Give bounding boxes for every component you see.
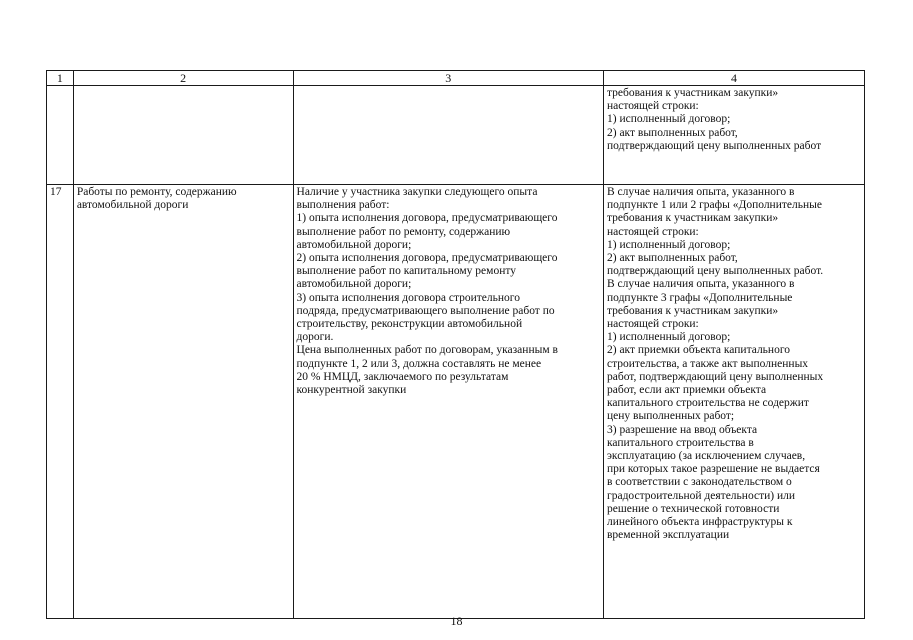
header-cell-4: 4 — [604, 71, 865, 86]
documents-cell — [604, 185, 865, 619]
page-number: 18 — [450, 614, 463, 628]
requirements-cell — [293, 185, 603, 619]
header-row — [47, 71, 865, 86]
continuation-work-type-cell — [73, 86, 293, 185]
continuation-documents-cell — [604, 86, 865, 185]
documents-text: В случае наличия опыта, указанного в подпункте 1 или 2 графы «Дополнительные требования к участникам закупки» настоящей строки: 1) исполненный договор; 2) акт выполненных работ, подтверждающий цену выполненных работ. В случае наличия опыта, указанного в подпункте 3 графы «Дополнительные требования к участникам закупки» настоящей строки: 1) исполненный договор; 2) акт приемки объекта капитального строительства, а также акт выполненных работ, подтверждающий цену выполненных работ, если акт приемки объекта капитального строительства не содержит цену выполненных работ; 3) разрешение на ввод объекта капитального строительства в эксплуатацию (за исключением случаев, при которых такое разрешение не выдается в соответствии с законодательством о градостроительной деятельности) или решение о технической готовности линейного объекта инфраструктуры к временной эксплуатации — [607, 186, 824, 542]
continuation-documents-text: требования к участникам закупки» настоящей строки: 1) исполненный договор; 2) акт выполненных работ, подтверждающий цену выполненных работ — [607, 87, 822, 152]
continuation-num-cell — [47, 86, 74, 185]
continuation-row — [47, 86, 865, 185]
table-row-17 — [47, 185, 865, 619]
header-cell-3: 3 — [293, 71, 603, 86]
row-number: 17 — [50, 186, 62, 198]
work-type-text: Работы по ремонту, содержанию автомобильной дороги — [76, 186, 237, 212]
requirements-table — [46, 70, 865, 619]
header-cell-1: 1 — [47, 71, 74, 86]
row-number-cell — [47, 185, 74, 619]
header-cell-2: 2 — [73, 71, 293, 86]
work-type-cell — [73, 185, 293, 619]
continuation-requirements-cell — [293, 86, 603, 185]
requirements-text: Наличие у участника закупки следующего опыта выполнения работ: 1) опыта исполнения договора, предусматривающего выполнение работ по ремонту, содержанию автомобильной дороги; 2) опыта исполнения договора, предусматривающего выполнение работ по капитальному ремонту автомобильной дороги; 3) опыта исполнения договора строительного подряда, предусматривающего выполнение работ по строительству, реконструкции автомобильной дороги. Цена выполненных работ по договорам, указанным в подпункте 1, 2 или 3, должна составлять не менее 20 % НМЦД, заключаемого по результатам конкурентной закупки — [296, 186, 558, 397]
